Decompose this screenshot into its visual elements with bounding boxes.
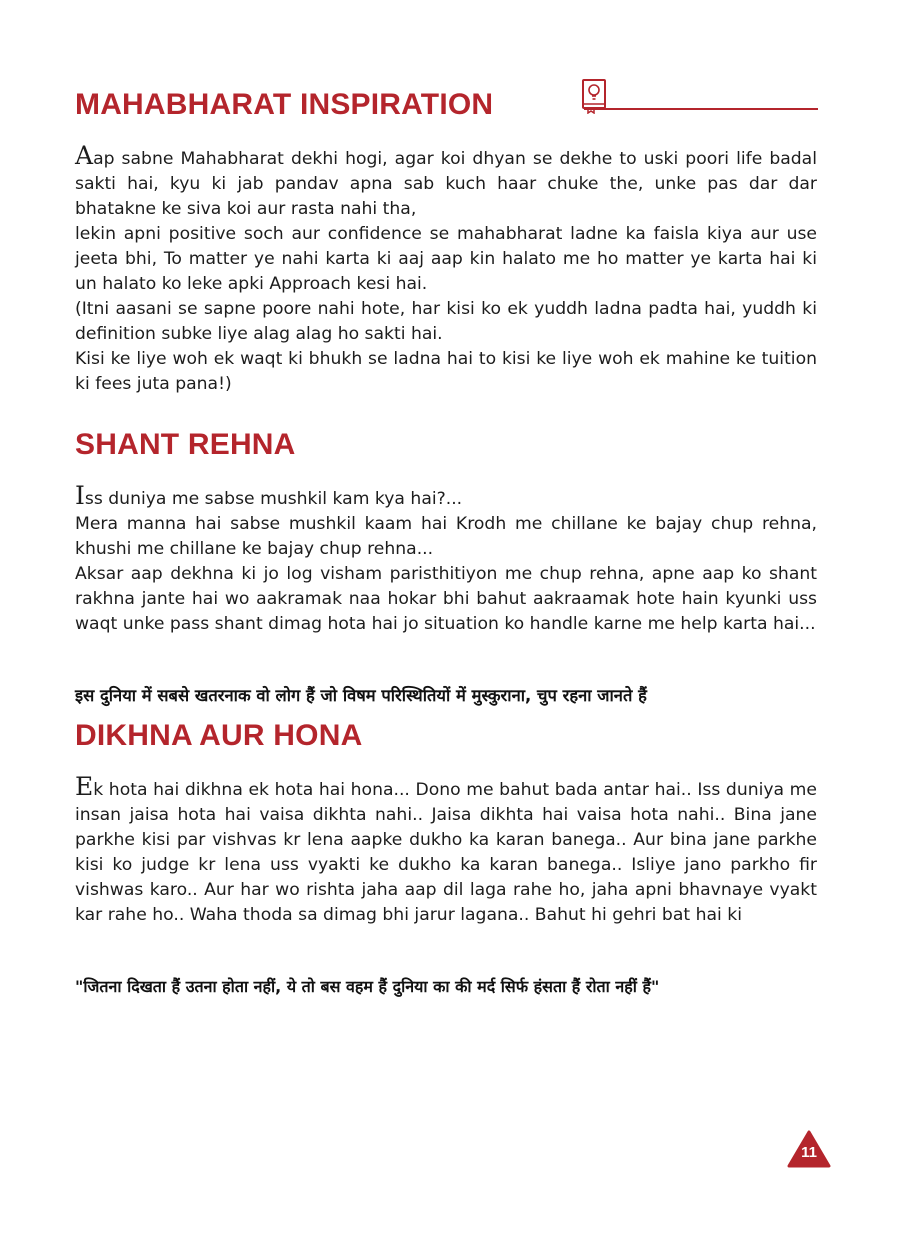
section-dikhna-aur-hona (75, 718, 817, 928)
section-body (75, 143, 817, 397)
paragraph: Aap sabne Mahabharat dekhi hogi, agar koi dhyan se dekhe to uski poori life badal sakti hai, kyu ki jab pandav apna sab kuch haar chuke the, unke pas dar dar bhatakne ke siva koi aur rasta nahi tha, (75, 141, 817, 219)
drop-cap: E (75, 772, 94, 801)
paragraph: Aksar aap dekhna ki jo log visham paristhitiyon me chup rehna, apne aap ko shant rakhna jante hai wo aakramak naa hokar bhi bahut aakraamak hote hain kyunki uss waqt unke pass shant dimag hota hai jo situation ko handle karne me help karta hai... (75, 564, 817, 634)
drop-cap: I (75, 481, 85, 510)
page-number: 11 (801, 1144, 817, 1161)
section-heading: MAHABHARAT INSPIRATION (75, 88, 494, 121)
paragraph: Mera manna hai sabse mushkil kaam hai Krodh me chillane ke bajay chup rehna, khushi me chillane ke bajay chup rehna... (75, 514, 817, 559)
paragraph: Iss duniya me sabse mushkil kam kya hai?... (75, 481, 463, 510)
section-heading: SHANT REHNA (75, 428, 296, 461)
section-body (75, 483, 817, 637)
section-mahabharat-inspiration (75, 87, 817, 397)
drop-cap: A (75, 141, 94, 170)
section-shant-rehna (75, 427, 817, 637)
paragraph: lekin apni positive soch aur confidence se mahabharat ladne ka faisla kiya aur use jeeta bhi, To matter ye nahi karta ki aaj aap kin halato me ho matter ye karta hai ki un halato ko leke apki Approach kesi hai. (75, 224, 817, 294)
section-heading: DIKHNA AUR HONA (75, 719, 363, 752)
paragraph: Kisi ke liye woh ek waqt ki bhukh se ladna hai to kisi ke liye woh ek mahine ke tuition ki fees juta pana!) (75, 349, 817, 394)
section-body (75, 774, 817, 928)
paragraph: (Itni aasani se sapne poore nahi hote, har kisi ko ek yuddh ladna padta hai, yuddh ki definition subke liye alag alag ho sakti hai. (75, 299, 817, 344)
paragraph: Ek hota hai dikhna ek hota hai hona... Dono me bahut bada antar hai.. Iss duniya me insan jaisa hota hai vaisa dikhta nahi.. Jaisa dikhta hai vaisa hota nahi.. Bina jane parkhe kisi par vishvas kr lena aapke dukho ka karan banega.. Aur bina jane parkhe kisi ko judge kr lena uss vyakti ke dukho ka karan banega.. Isliye jano parkho fir vishwas karo.. Aur har wo rishta jaha aap dil laga rahe ho, jaha apni bhavnaye vyakt kar rahe ho.. Waha thoda sa dimag bhi jarur lagana.. Bahut hi gehri bat hai ki (75, 772, 817, 925)
hindi-quote: इस दुनिया में सबसे खतरनाक वो लोग हैं जो विषम परिस्थितियों में मुस्कुराना, चुप रहना जानते हैं (75, 686, 647, 705)
hindi-quote: "जितना दिखता हैं उतना होता नहीं, ये तो बस वहम हैं दुनिया का की मर्द सिर्फ हंसता हैं रोता नहीं हैं" (75, 977, 660, 996)
